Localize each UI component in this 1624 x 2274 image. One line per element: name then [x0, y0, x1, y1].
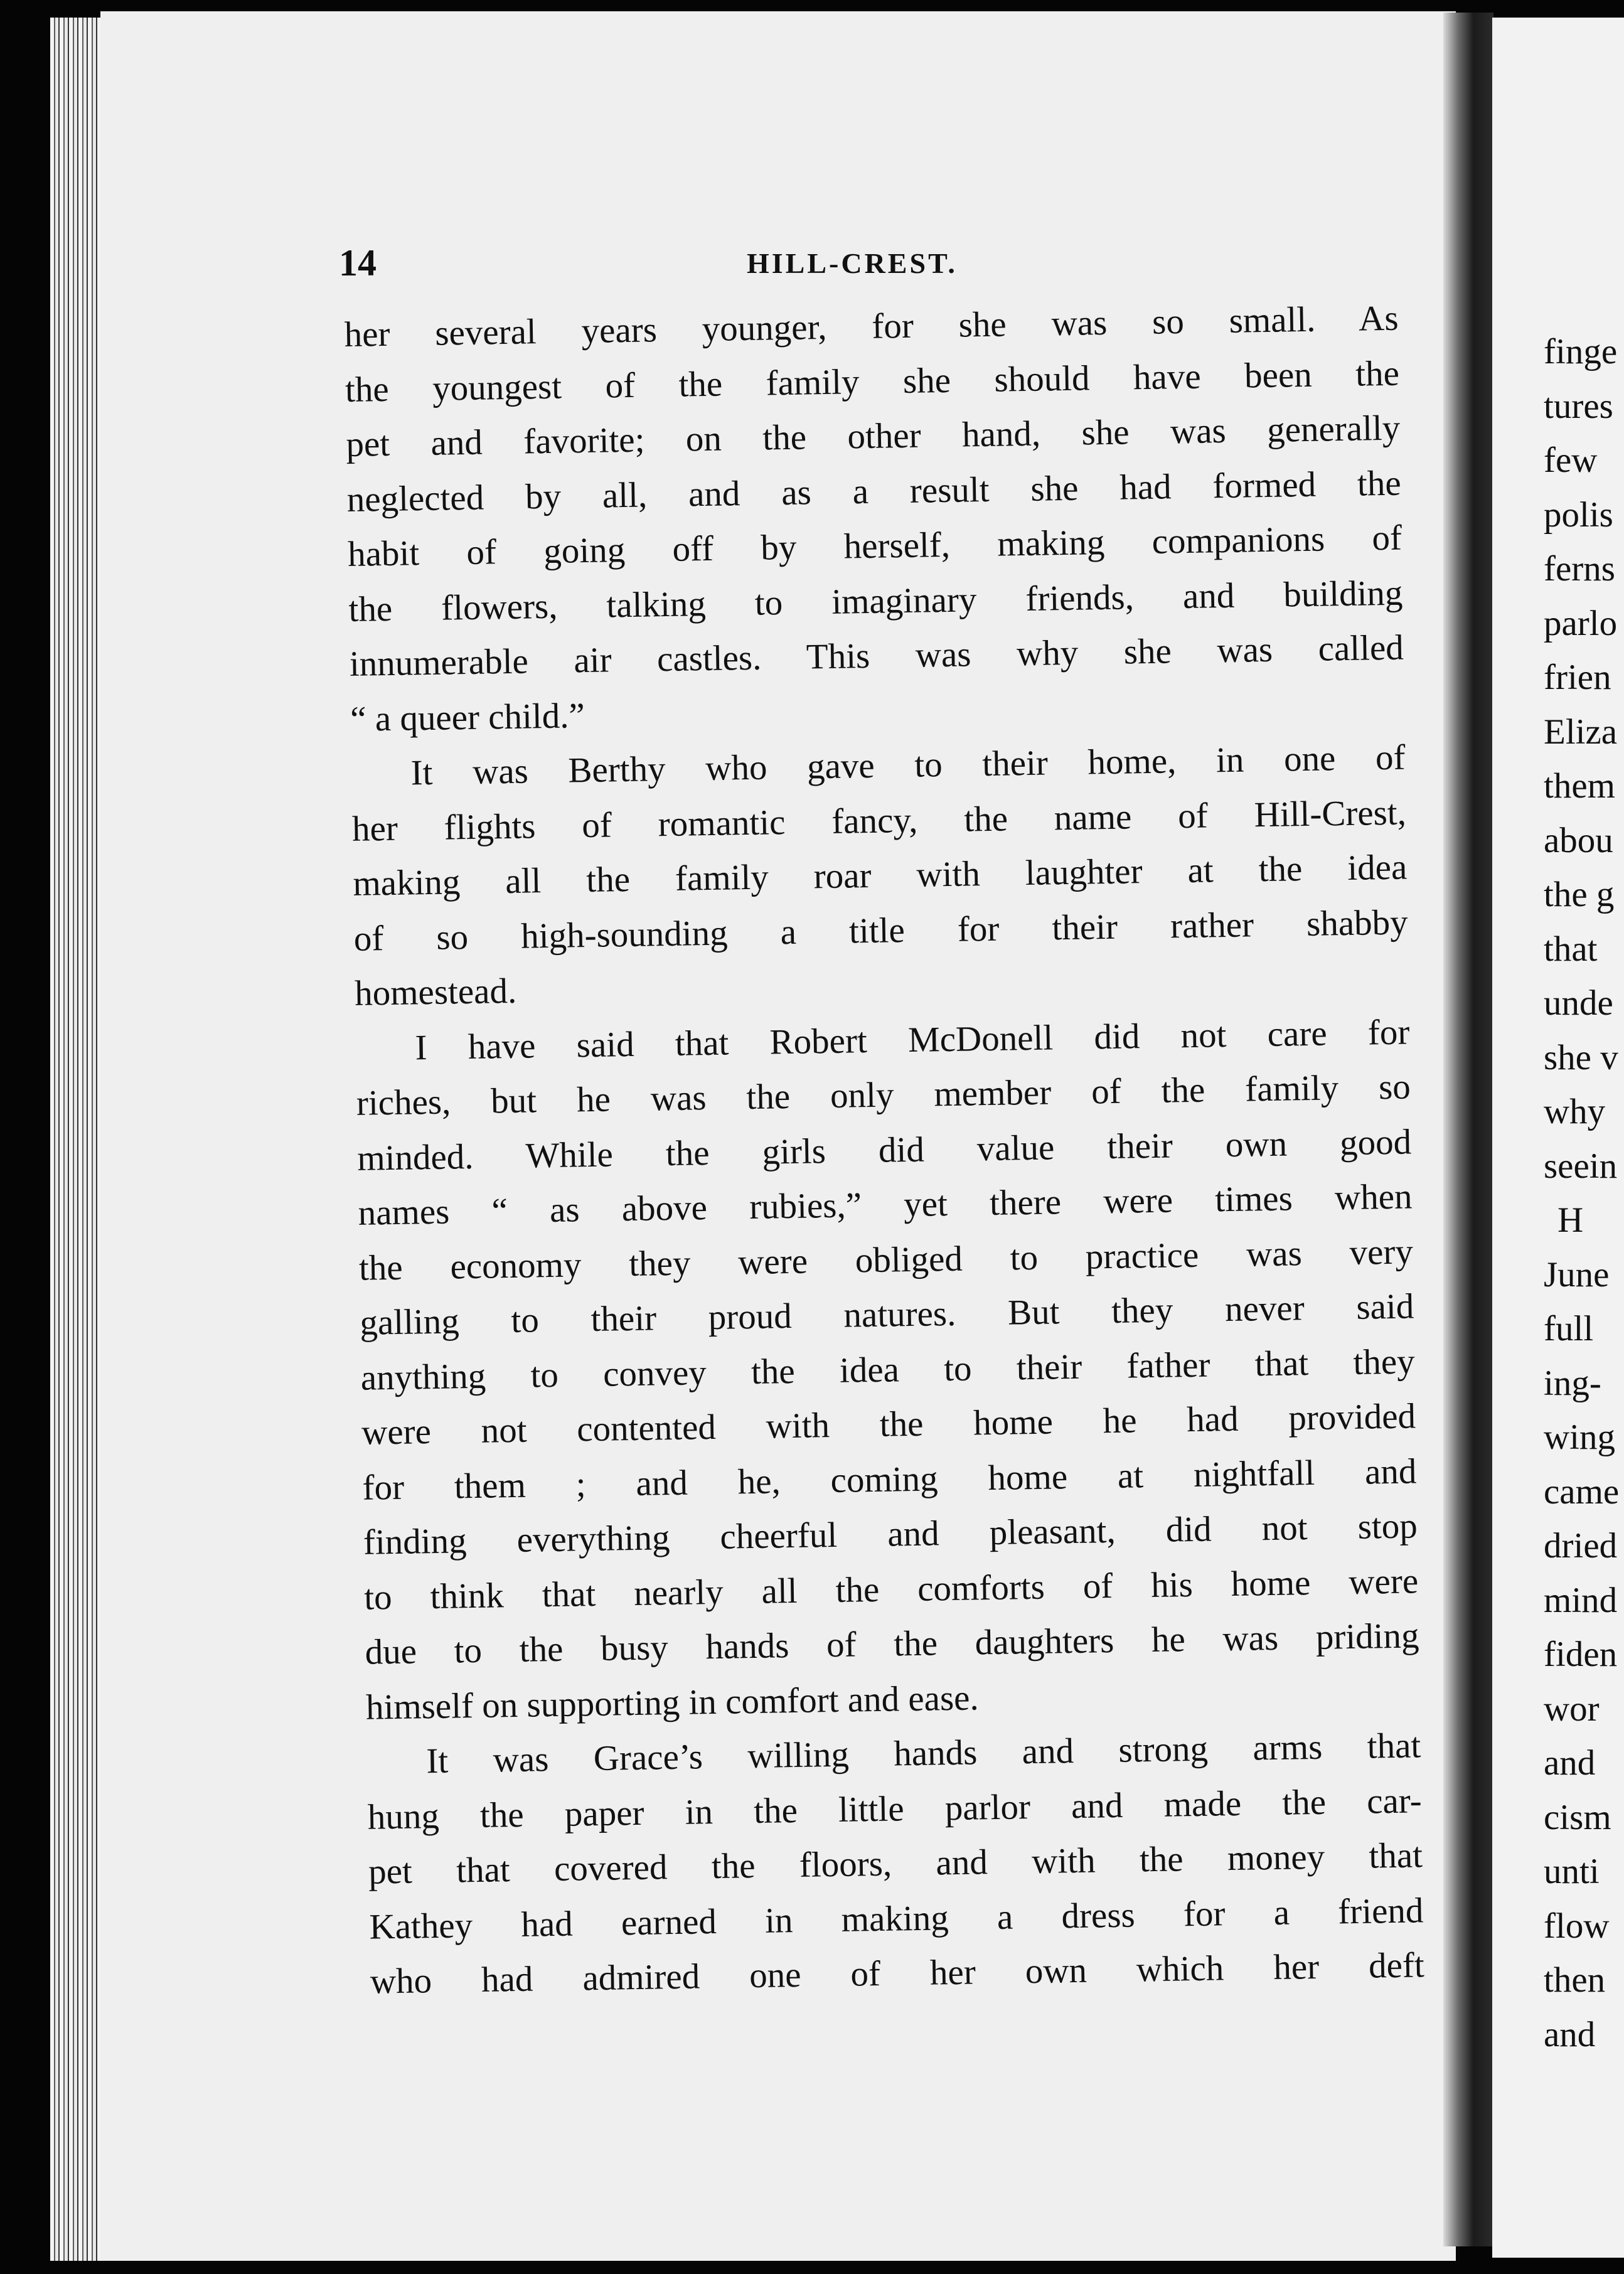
- text-fragment: why: [1544, 1092, 1606, 1131]
- text-fragment: fiden: [1544, 1635, 1618, 1674]
- text-fragment: H: [1557, 1200, 1584, 1240]
- text-fragment: polis: [1544, 494, 1613, 535]
- text-fragment: Eliza: [1544, 712, 1618, 752]
- text-fragment: finge: [1544, 332, 1618, 371]
- text-fragment: then: [1544, 1960, 1606, 2000]
- text-line: I have said that Robert McDonell did not care for: [415, 1012, 1410, 1067]
- right-page-fragment: [1492, 18, 1624, 2258]
- text-line: the flowers, talking to imaginary friends, and building: [348, 573, 1403, 629]
- text-line: her flights of romantic fancy, the name of Hill-Crest,: [351, 793, 1407, 849]
- text-fragment: full: [1544, 1309, 1594, 1348]
- text-fragment: June: [1544, 1254, 1610, 1294]
- text-fragment: mind: [1544, 1580, 1618, 1620]
- text-line: were not contented with the home he had provided: [361, 1396, 1416, 1453]
- text-line: galling to their proud natures. But they never said: [359, 1286, 1414, 1343]
- text-line: riches, but he was the only member of the family so: [356, 1067, 1411, 1123]
- text-line: anything to convey the idea to their father that they: [360, 1341, 1416, 1398]
- text-line: hung the paper in the little parlor and made the car-: [367, 1780, 1423, 1837]
- text-line: himself on supporting in comfort and ease.: [365, 1677, 980, 1727]
- text-fragment: that: [1544, 929, 1598, 969]
- text-fragment: dried: [1544, 1526, 1618, 1566]
- text-line: pet and favorite; on the other hand, she was generally: [345, 408, 1401, 464]
- text-line: finding everything cheerful and pleasant, did not stop: [363, 1506, 1418, 1562]
- text-line: for them ; and he, coming home at nightfall and: [362, 1451, 1417, 1508]
- text-line: It was Berthy who gave to their home, in one of: [410, 737, 1406, 793]
- text-fragment: them: [1544, 766, 1615, 806]
- page-edges: [50, 18, 107, 2261]
- text-line: homestead.: [354, 971, 517, 1013]
- text-line: Kathey had earned in making a dress for a friend: [369, 1890, 1424, 1947]
- text-fragment: the g: [1544, 875, 1615, 914]
- page-number: 14: [339, 242, 377, 284]
- text-fragment: abou: [1544, 820, 1613, 860]
- running-title: HILL-CREST.: [747, 247, 958, 279]
- text-line: “ a queer child.”: [350, 695, 585, 739]
- text-line: the economy they were obliged to practice was very: [358, 1231, 1414, 1288]
- text-line: names “ as above rubies,” yet there were times when: [358, 1177, 1413, 1233]
- text-fragment: tures: [1544, 386, 1613, 426]
- text-fragment: unti: [1544, 1852, 1600, 1891]
- text-fragment: ing-: [1544, 1363, 1601, 1403]
- text-fragment: parlo: [1544, 603, 1618, 643]
- text-fragment: few: [1544, 440, 1598, 480]
- text-fragment: ferns: [1544, 549, 1615, 589]
- text-line: the youngest of the family she should have been the: [345, 353, 1400, 410]
- text-line: pet that covered the floors, and with the money that: [368, 1835, 1423, 1892]
- text-line: neglected by all, and as a result she had formed the: [346, 463, 1402, 520]
- text-fragment: seein: [1544, 1146, 1618, 1186]
- text-fragment: flow: [1544, 1906, 1610, 1946]
- text-line: to think that nearly all the comforts of his home were: [363, 1561, 1419, 1618]
- text-fragment: frien: [1544, 658, 1611, 697]
- text-line: due to the busy hands of the daughters he was priding: [365, 1616, 1419, 1672]
- book-gutter-shadow: [1443, 13, 1493, 2246]
- text-fragment: and: [1544, 1743, 1596, 1783]
- text-line: It was Grace’s willing hands and strong arms that: [425, 1726, 1421, 1781]
- right-page-text: [1544, 325, 1619, 2062]
- text-fragment: came: [1544, 1471, 1620, 1512]
- text-line: habit of going off by herself, making companions of: [347, 518, 1402, 574]
- text-line: of so high-sounding a title for their rather shabby: [353, 902, 1409, 959]
- text-fragment: wing: [1544, 1417, 1615, 1457]
- text-fragment: and: [1544, 2014, 1596, 2054]
- text-line: making all the family roar with laughter at the idea: [352, 847, 1408, 904]
- text-fragment: cism: [1544, 1797, 1611, 1837]
- text-fragment: she v: [1544, 1037, 1618, 1077]
- text-line: her several years younger, for she was so small. As: [344, 298, 1399, 355]
- text-line: who had admired one of her own which her deft: [370, 1945, 1425, 2002]
- body-text: [344, 291, 1424, 2010]
- text-line: minded. While the girls did value their own good: [356, 1121, 1412, 1178]
- text-line: innumerable air castles. This was why she was called: [349, 627, 1404, 684]
- text-fragment: unde: [1544, 983, 1613, 1023]
- text-fragment: wor: [1544, 1689, 1600, 1729]
